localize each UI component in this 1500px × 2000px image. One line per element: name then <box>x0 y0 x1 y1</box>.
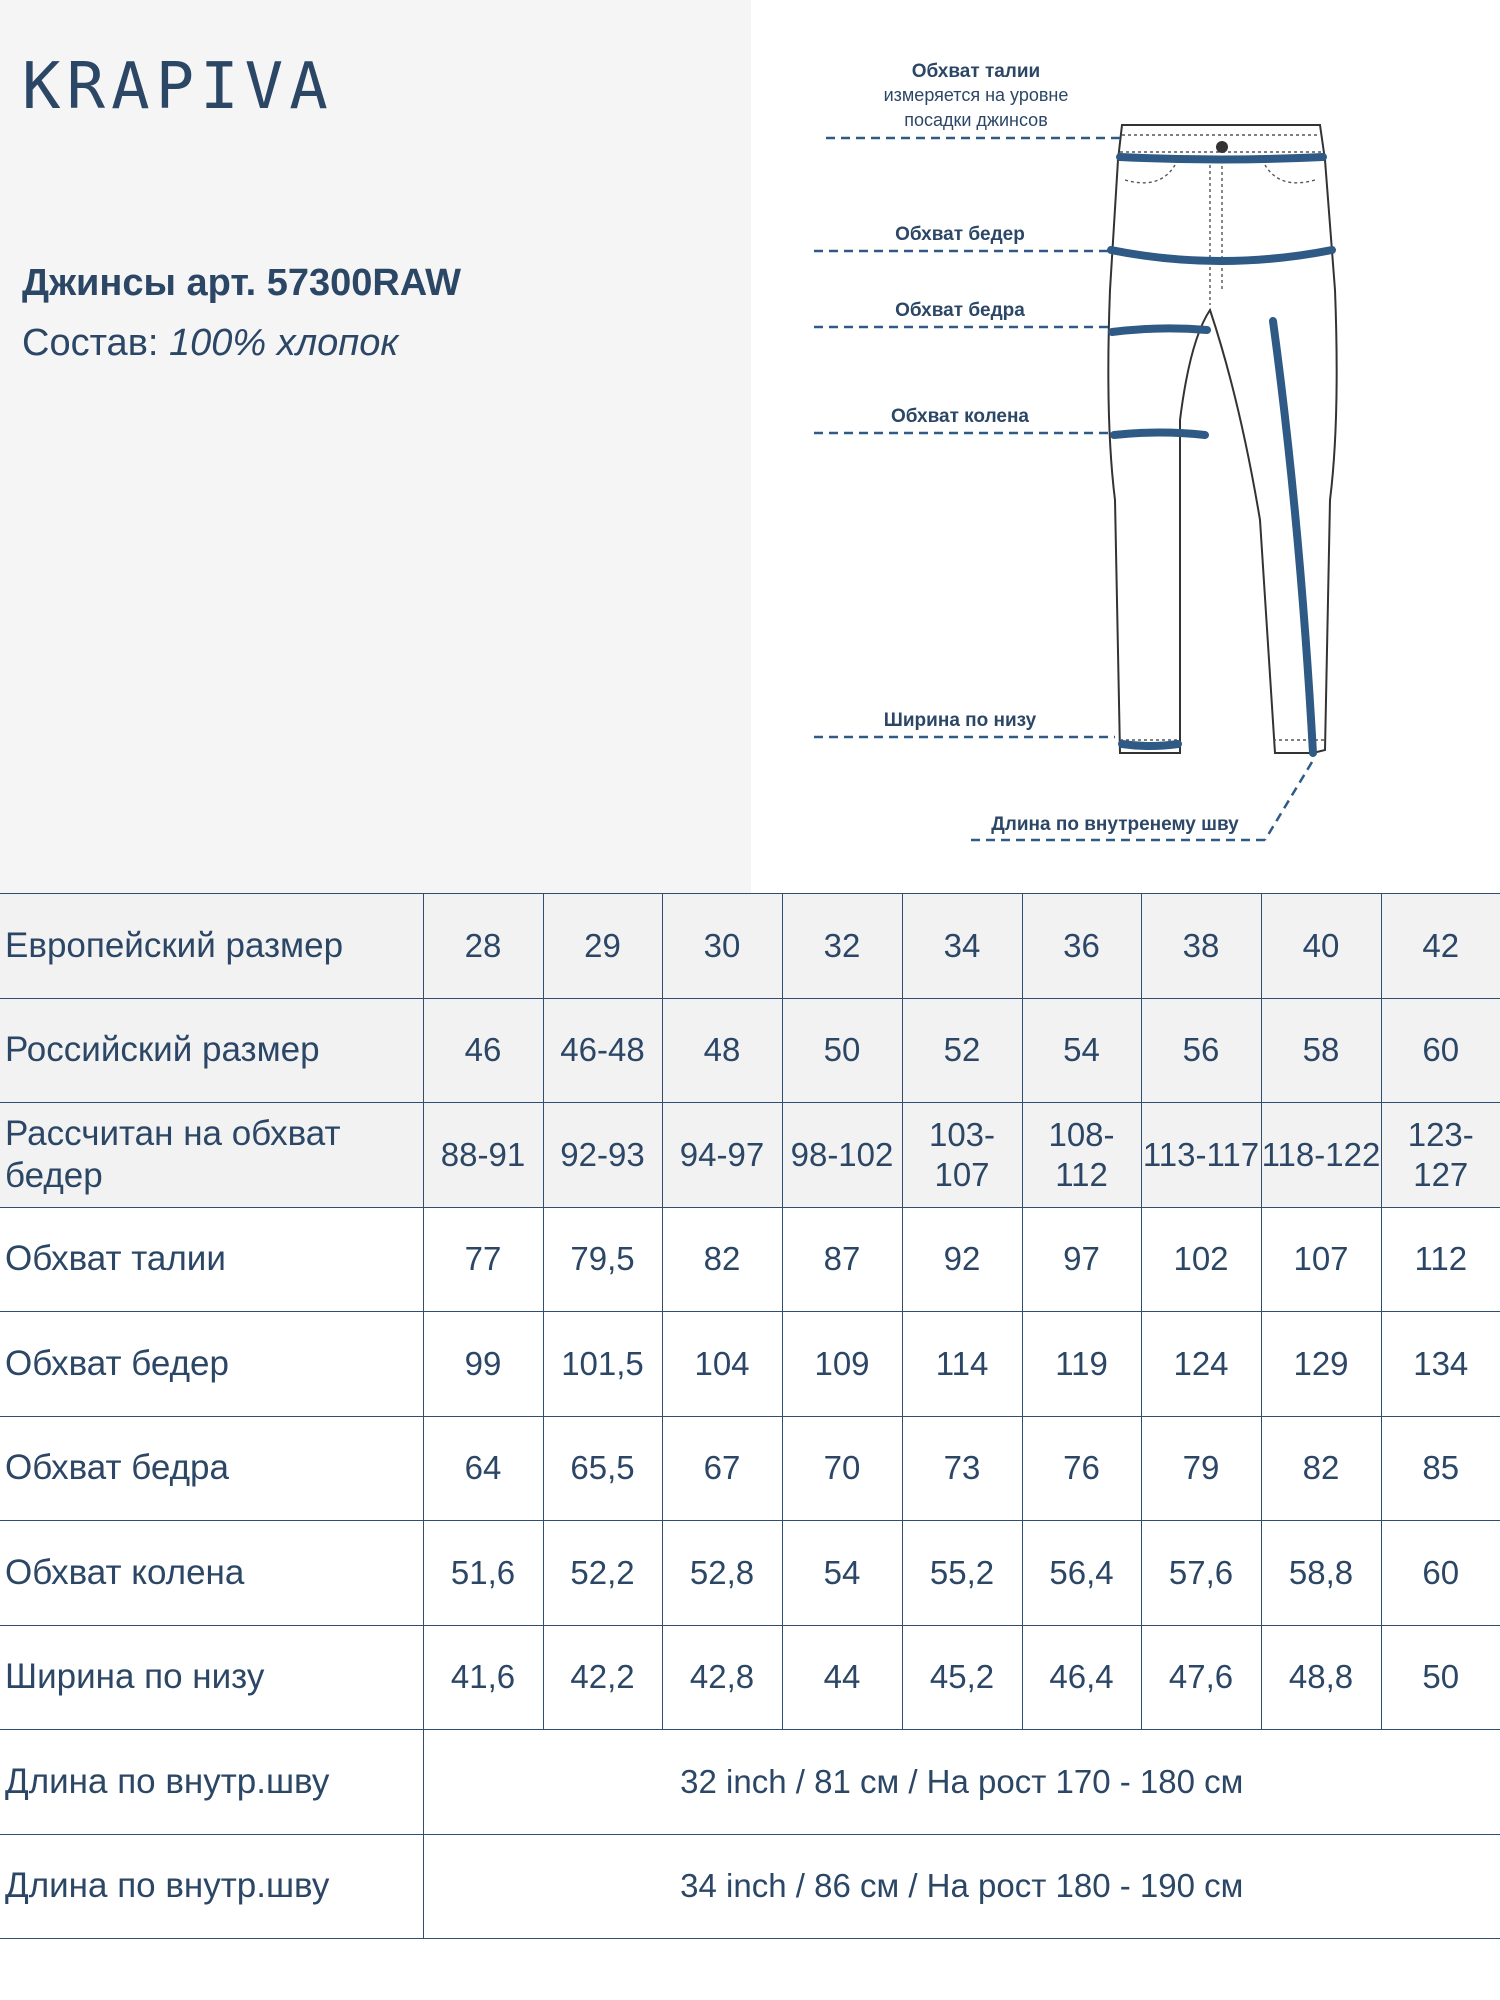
table-cell: 88-91 <box>423 1103 543 1208</box>
table-cell: 77 <box>423 1207 543 1312</box>
table-cell: 92-93 <box>543 1103 662 1208</box>
table-cell: 48,8 <box>1261 1625 1381 1730</box>
table-cell: 104 <box>662 1312 782 1417</box>
table-cell: 52,8 <box>662 1521 782 1626</box>
table-cell: 34 <box>902 894 1022 999</box>
table-cell: 119 <box>1022 1312 1141 1417</box>
table-cell: 41,6 <box>423 1625 543 1730</box>
table-row <box>0 1312 1500 1417</box>
table-cell: 52,2 <box>543 1521 662 1626</box>
jeans-button <box>1216 141 1228 153</box>
row-label: Обхват бедра <box>0 1416 423 1521</box>
table-cell: 42,2 <box>543 1625 662 1730</box>
table-row <box>0 1207 1500 1312</box>
table-cell: 114 <box>902 1312 1022 1417</box>
row-label: Обхват колена <box>0 1521 423 1626</box>
table-cell: 101,5 <box>543 1312 662 1417</box>
header-panel <box>0 0 751 893</box>
table-cell: 56 <box>1141 998 1261 1103</box>
table-cell: 124 <box>1141 1312 1261 1417</box>
table-cell: 97 <box>1022 1207 1141 1312</box>
table-cell: 87 <box>782 1207 902 1312</box>
table-cell: 55,2 <box>902 1521 1022 1626</box>
table-cell: 94-97 <box>662 1103 782 1208</box>
table-cell: 109 <box>782 1312 902 1417</box>
table-row <box>0 1103 1500 1208</box>
table-cell: 85 <box>1381 1416 1500 1521</box>
label-inseam: Длина по внутренему шву <box>991 814 1239 835</box>
size-table-body <box>0 894 1500 1939</box>
table-cell: 58 <box>1261 998 1381 1103</box>
table-row <box>0 894 1500 999</box>
label-knee: Обхват колена <box>890 406 1030 427</box>
table-cell: 29 <box>543 894 662 999</box>
table-cell: 134 <box>1381 1312 1500 1417</box>
table-cell: 108-112 <box>1022 1103 1141 1208</box>
composition-value: 100% хлопок <box>169 322 399 364</box>
table-cell: 44 <box>782 1625 902 1730</box>
table-cell: 54 <box>1022 998 1141 1103</box>
table-cell: 92 <box>902 1207 1022 1312</box>
row-label: Рассчитан на обхват бедер <box>0 1103 423 1208</box>
row-label: Длина по внутр.шву <box>0 1730 423 1835</box>
table-cell: 112 <box>1381 1207 1500 1312</box>
table-cell: 60 <box>1381 1521 1500 1626</box>
label-waist-note-2: посадки джинсов <box>904 110 1048 130</box>
table-cell: 46-48 <box>543 998 662 1103</box>
table-cell: 82 <box>662 1207 782 1312</box>
table-cell: 57,6 <box>1141 1521 1261 1626</box>
row-label: Ширина по низу <box>0 1625 423 1730</box>
table-cell: 38 <box>1141 894 1261 999</box>
row-label: Обхват бедер <box>0 1312 423 1417</box>
composition-label: Состав: <box>22 322 159 364</box>
label-hips: Обхват бедер <box>895 224 1025 245</box>
table-cell: 54 <box>782 1521 902 1626</box>
table-cell: 79 <box>1141 1416 1261 1521</box>
table-cell: 103-107 <box>902 1103 1022 1208</box>
table-cell: 65,5 <box>543 1416 662 1521</box>
table-cell: 46 <box>423 998 543 1103</box>
length-row <box>0 1730 1500 1835</box>
table-cell: 36 <box>1022 894 1141 999</box>
table-cell: 107 <box>1261 1207 1381 1312</box>
product-composition <box>22 322 398 365</box>
row-label: Российский размер <box>0 998 423 1103</box>
label-waist: Обхват талии <box>911 61 1041 82</box>
brand-logo: KRAPIVA <box>22 50 334 124</box>
table-row <box>0 1416 1500 1521</box>
table-cell: 60 <box>1381 998 1500 1103</box>
table-row <box>0 1625 1500 1730</box>
table-cell: 70 <box>782 1416 902 1521</box>
table-cell: 113-117 <box>1141 1103 1261 1208</box>
product-title: Джинсы арт. 57300RAW <box>22 262 462 304</box>
table-cell: 98-102 <box>782 1103 902 1208</box>
table-cell: 48 <box>662 998 782 1103</box>
table-cell: 40 <box>1261 894 1381 999</box>
label-hem: Ширина по низу <box>883 710 1037 731</box>
table-cell: 129 <box>1261 1312 1381 1417</box>
row-label: Длина по внутр.шву <box>0 1834 423 1939</box>
table-cell: 82 <box>1261 1416 1381 1521</box>
table-row <box>0 998 1500 1103</box>
label-waist-note-1: измеряется на уровне <box>883 85 1069 105</box>
label-thigh: Обхват бедра <box>895 300 1025 321</box>
table-cell: 102 <box>1141 1207 1261 1312</box>
table-cell: 76 <box>1022 1416 1141 1521</box>
jeans-outline <box>1108 125 1336 753</box>
table-cell: 46,4 <box>1022 1625 1141 1730</box>
table-cell: 51,6 <box>423 1521 543 1626</box>
table-cell: 30 <box>662 894 782 999</box>
row-label: Обхват талии <box>0 1207 423 1312</box>
length-value: 32 inch / 81 см / На рост 170 - 180 см <box>423 1730 1500 1835</box>
table-cell: 45,2 <box>902 1625 1022 1730</box>
size-table <box>0 893 1500 1939</box>
jeans-measurement-diagram <box>760 40 1500 860</box>
table-row <box>0 1521 1500 1626</box>
length-row <box>0 1834 1500 1939</box>
table-cell: 50 <box>782 998 902 1103</box>
table-cell: 64 <box>423 1416 543 1521</box>
table-cell: 56,4 <box>1022 1521 1141 1626</box>
table-cell: 118-122 <box>1261 1103 1381 1208</box>
table-cell: 58,8 <box>1261 1521 1381 1626</box>
table-cell: 99 <box>423 1312 543 1417</box>
table-cell: 123-127 <box>1381 1103 1500 1208</box>
table-cell: 50 <box>1381 1625 1500 1730</box>
table-cell: 52 <box>902 998 1022 1103</box>
table-cell: 42,8 <box>662 1625 782 1730</box>
row-label: Европейский размер <box>0 894 423 999</box>
table-cell: 67 <box>662 1416 782 1521</box>
table-cell: 32 <box>782 894 902 999</box>
table-cell: 73 <box>902 1416 1022 1521</box>
table-cell: 28 <box>423 894 543 999</box>
length-value: 34 inch / 86 см / На рост 180 - 190 см <box>423 1834 1500 1939</box>
table-cell: 42 <box>1381 894 1500 999</box>
table-cell: 47,6 <box>1141 1625 1261 1730</box>
table-cell: 79,5 <box>543 1207 662 1312</box>
